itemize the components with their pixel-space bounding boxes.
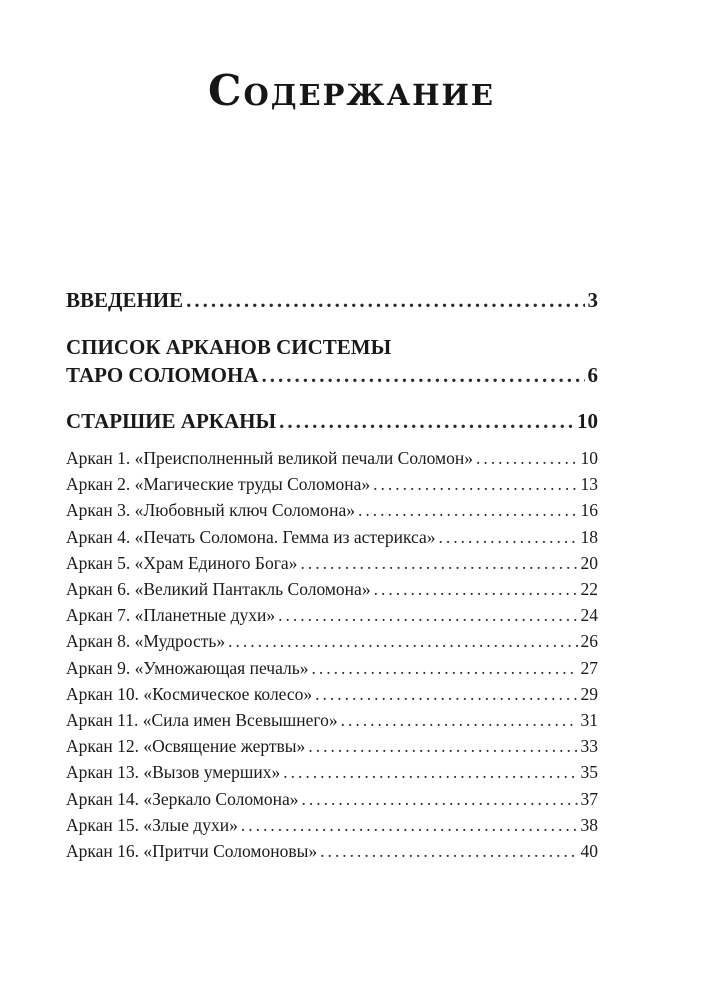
leader-dots [241, 812, 578, 838]
leader-dots [439, 524, 578, 550]
toc-section-label: ТАРО СОЛОМОНА [66, 363, 259, 387]
toc-entry-label: Аркан 13. «Вызов умерших» [66, 762, 281, 783]
leader-dots [262, 361, 585, 389]
toc-page-number: 26 [580, 631, 598, 652]
toc-entry-label: Аркан 10. «Космическое колесо» [66, 683, 313, 704]
toc-page-number: 10 [577, 409, 598, 433]
toc-entry-label: Аркан 3. «Любовный ключ Соломона» [66, 500, 355, 521]
toc-entry-label: Аркан 16. «Притчи Соломоновы» [66, 841, 318, 862]
leader-dots [283, 759, 577, 785]
toc-page-number: 33 [580, 736, 598, 757]
leader-dots [476, 445, 578, 471]
leader-dots [373, 471, 577, 497]
toc-page-number: 24 [580, 605, 598, 626]
leader-dots [278, 602, 577, 628]
toc-entry-label: Аркан 7. «Планетные духи» [66, 605, 276, 626]
leader-dots [228, 628, 577, 654]
toc-section-major-arcana[interactable] [66, 407, 598, 435]
toc-entry-label: Аркан 9. «Умножающая печаль» [66, 657, 309, 678]
toc-page-number: 10 [580, 448, 598, 468]
toc-entry-label: Аркан 6. «Великий Пантакль Соломона» [66, 579, 371, 600]
leader-dots [301, 786, 577, 812]
leader-dots [300, 550, 577, 576]
toc-entry-label: Аркан 15. «Злые духи» [66, 814, 238, 835]
toc-entry-label: Аркан 8. «Мудрость» [66, 631, 226, 652]
toc-entry-arcana-13[interactable] [66, 759, 598, 785]
toc-entry-arcana-11[interactable] [66, 707, 598, 733]
page-title: Содержание [208, 66, 495, 115]
leader-dots [341, 707, 578, 733]
toc-page-number: 35 [580, 762, 598, 783]
arcana-entries [66, 445, 598, 864]
toc-entry-label: Аркан 2. «Магические труды Соломона» [66, 474, 371, 495]
toc-entry-arcana-14[interactable] [66, 786, 598, 812]
toc-entry-arcana-6[interactable] [66, 576, 598, 602]
toc-page-number: 40 [580, 841, 598, 862]
toc-page-number: 37 [580, 788, 598, 809]
toc-entry-arcana-8[interactable] [66, 628, 598, 654]
toc-page-number: 27 [580, 657, 598, 678]
toc-section-label: ВВЕДЕНИЕ [66, 288, 184, 312]
toc-entry-label: Аркан 14. «Зеркало Соломона» [66, 788, 299, 809]
table-of-contents [66, 286, 598, 864]
toc-page-number: 18 [580, 526, 598, 547]
leader-dots [320, 838, 577, 864]
toc-entry-arcana-9[interactable] [66, 655, 598, 681]
toc-entry-label: Аркан 1. «Преисполненный великой печали Соломон» [66, 448, 473, 468]
leader-dots [279, 407, 574, 435]
leader-dots [311, 655, 577, 681]
toc-entry-arcana-10[interactable] [66, 681, 598, 707]
toc-page-number: 6 [587, 363, 598, 387]
toc-entry-label: Аркан 12. «Освящение жертвы» [66, 736, 306, 757]
toc-entry-label: Аркан 4. «Печать Соломона. Гемма из астерикса» [66, 526, 436, 547]
toc-page-number: 13 [580, 474, 598, 495]
leader-dots [315, 681, 577, 707]
toc-page-number: 29 [580, 683, 598, 704]
toc-entry-arcana-2[interactable] [66, 471, 598, 497]
toc-entry-arcana-4[interactable] [66, 524, 598, 550]
leader-dots [358, 497, 578, 523]
toc-page-number: 22 [580, 579, 598, 600]
toc-section-introduction[interactable] [66, 286, 598, 314]
toc-entry-arcana-5[interactable] [66, 550, 598, 576]
toc-section-label-line1: СПИСОК АРКАНОВ СИСТЕМЫ [66, 335, 392, 359]
leader-dots [374, 576, 578, 602]
toc-section-label: СТАРШИЕ АРКАНЫ [66, 409, 277, 433]
toc-page-number: 20 [580, 552, 598, 573]
toc-section-arcana-list[interactable] [66, 333, 598, 389]
toc-entry-label: Аркан 5. «Храм Единого Бога» [66, 552, 298, 573]
leader-dots [308, 733, 577, 759]
toc-entry-arcana-12[interactable] [66, 733, 598, 759]
toc-entry-arcana-16[interactable] [66, 838, 598, 864]
toc-page-number: 16 [580, 500, 598, 521]
toc-page-number: 3 [587, 288, 598, 312]
toc-entry-arcana-7[interactable] [66, 602, 598, 628]
toc-entry-label: Аркан 11. «Сила имен Всевышнего» [66, 710, 338, 731]
toc-entry-arcana-3[interactable] [66, 497, 598, 523]
toc-page-number: 38 [580, 814, 598, 835]
toc-entry-arcana-15[interactable] [66, 812, 598, 838]
leader-dots [186, 286, 584, 314]
toc-entry-arcana-1[interactable] [66, 445, 598, 471]
toc-page-number: 31 [580, 710, 598, 731]
